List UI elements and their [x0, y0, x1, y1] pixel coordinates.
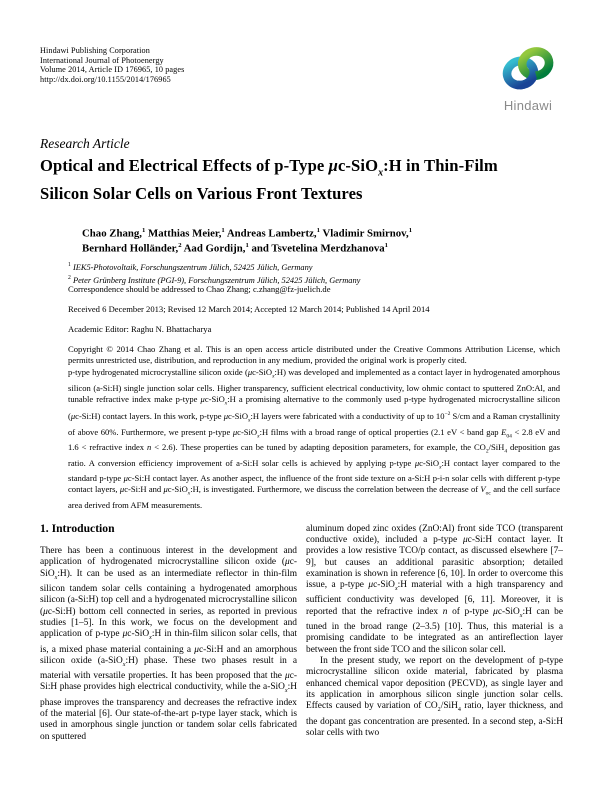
- body-column-left: There has been a continuous interest in the development and application of hydrogenated microcrystalline silicon oxide (μc-SiO$_x$:H). It can be used as an intermediate reflector in thin-film silicon tandem solar cells containing a hydrogenated amorphous silicon (a-Si:H) top cell and a hydrogenated microcrystalline silicon (μc-Si:H) bottom cell connected in series, as reported in previous studies [1–5]. In this work, we focus on the development and application of p-type μc-SiO$_x$:H in thin-film silicon solar cells, that is, a mixed phase material containing a μc-Si:H and an amorphous silicon oxide (a-SiO$_x$:H) phase. These two phases result in a material with versatile properties. It has been proposed that the μc-Si:H phase provides high electrical conductivity, while the a-SiO$_x$:H phase improves the transparency and decreases the refractive index of the material [6]. Our state-of-the-art p-type layer stack, which is used in amorphous single junction or tandem solar cells fabricated on sputtered: [40, 546, 297, 742]
- right-column-paragraph-2: In the present study, we report on the development of p-type microcrystalline silicon oxide material, fabricated by plasma enhanced chemical vapor deposition (PECVD), as single layer and its application in amorphous silicon single junction solar cells. Effects caused by variation of $CO_2/SiH_4$ ratio, layer thickness, and the dopant gas concentration are presented. In a second step, a-Si:H solar cells with two: [306, 656, 563, 738]
- affiliations-block: [68, 260, 560, 286]
- copyright-notice: Copyright © 2014 Chao Zhang et al. This is an open access article distributed under the Creative Commons Attribution License, which permits unrestricted use, distribution, and reproduction in any medium, provided the original work is properly cited.: [68, 344, 560, 365]
- article-history-line: Received 6 December 2013; Revised 12 March 2014; Accepted 12 March 2014; Published 14 April 2014: [68, 304, 430, 314]
- publisher-line: Hindawi Publishing Corporation: [40, 46, 150, 55]
- correspondence-line: Correspondence should be addressed to Chao Zhang; c.zhang@fz-juelich.de: [68, 284, 331, 294]
- article-type-label: Research Article: [40, 136, 130, 151]
- publisher-meta-block: [40, 46, 184, 85]
- body-column-right: [306, 524, 563, 740]
- section-heading-introduction: 1. Introduction: [40, 522, 115, 535]
- article-title: Optical and Electrical Effects of p-Type μc-SiO$_x$:H in Thin-Film Silicon Solar Cells on Various Front Textures: [40, 156, 498, 203]
- hindawi-logo-icon: [495, 44, 561, 92]
- affiliation-1: $^1$ IEK5-Photovoltaik, Forschungszentrum Jülich, 52425 Jülich, Germany: [68, 261, 313, 272]
- hindawi-logo-wordmark: Hindawi: [503, 98, 553, 113]
- affiliation-2: $^2$ Peter Grünberg Institute (PGI-9), Forschungszentrum Jülich, 52425 Jülich, Germany: [68, 274, 361, 285]
- abstract-text: p-type hydrogenated microcrystalline silicon oxide (μc-SiO$_x$:H) was developed and implemented as a contact layer in hydrogenated amorphous silicon (a-Si:H) single junction solar cells. Higher transparency, sufficient electrical conductivity, low ohmic contact to sputtered ZnO:Al, and tunable refractive index make p-type μc-SiO$_x$:H a promising alternative to the commonly used p-type hydrogenated microcrystalline silicon (μc-Si:H) contact layers. In this work, p-type μc-SiO$_x$:H layers were fabricated with a conductivity of up to $10^{-2}$ S/cm and a Raman crystallinity of above 60%. Furthermore, we present p-type μc-SiO$_x$:H films with a broad range of optical properties (2.1 eV < band gap $E_{04} < 2.8$ eV and 1.6 < refractive index n < 2.6). These properties can be tuned by adapting deposition parameters, for example, the $CO_2/SiH_4$ deposition gas ratio. A conversion efficiency improvement of a-Si:H solar cells is achieved by applying p-type μc-SiO$_x$:H contact layer compared to the standard p-type μc-Si:H contact layer. As another aspect, the influence of the front side texture on a-Si:H p-i-n solar cells with different p-type contact layers, μc-Si:H and μc-SiO$_x$:H, is investigated. Furthermore, we discuss the correlation between the decrease of $V_{oc}$ and the cell surface area derived from AFM measurements.: [68, 367, 561, 510]
- journal-line: International Journal of Photoenergy: [40, 55, 164, 65]
- right-column-paragraph-1: aluminum doped zinc oxides (ZnO:Al) front side TCO (transparent conductive oxide), included a p-type μc-Si:H contact layer. It provides a low resistive TCO/p contact, as discussed elsewhere [7–9], but causes an additional parasitic absorption; detailed examination is shown in reference [6, 10]. In order to overcome this issue, a p-type μc-SiO$_x$:H material with a high transparency and sufficient conductivity was developed [6, 11]. Moreover, it is reported that the refractive index n of p-type μc-SiO$_x$:H can be tuned in the broad range (2–3.5) [10]. Thus, this material is a promising candidate to be integrated as an antireflection layer between the front side TCO and the silicon solar cell.: [306, 523, 564, 655]
- doi-line: http://dx.doi.org/10.1155/2014/176965: [40, 75, 171, 85]
- academic-editor-line: Academic Editor: Raghu N. Bhattacharya: [68, 324, 212, 334]
- author-list: Chao Zhang,$^1$ Matthias Meier,$^1$ Andreas Lambertz,$^1$ Vladimir Smirnov,$^1$ Bernhard Holländer,$^2$ Aad Gordijn,$^1$ and Tsvetelina Merdzhanova$^1$: [82, 226, 413, 255]
- hindawi-logo: [494, 44, 562, 113]
- volume-line: Volume 2014, Article ID 176965, 10 pages: [40, 65, 185, 75]
